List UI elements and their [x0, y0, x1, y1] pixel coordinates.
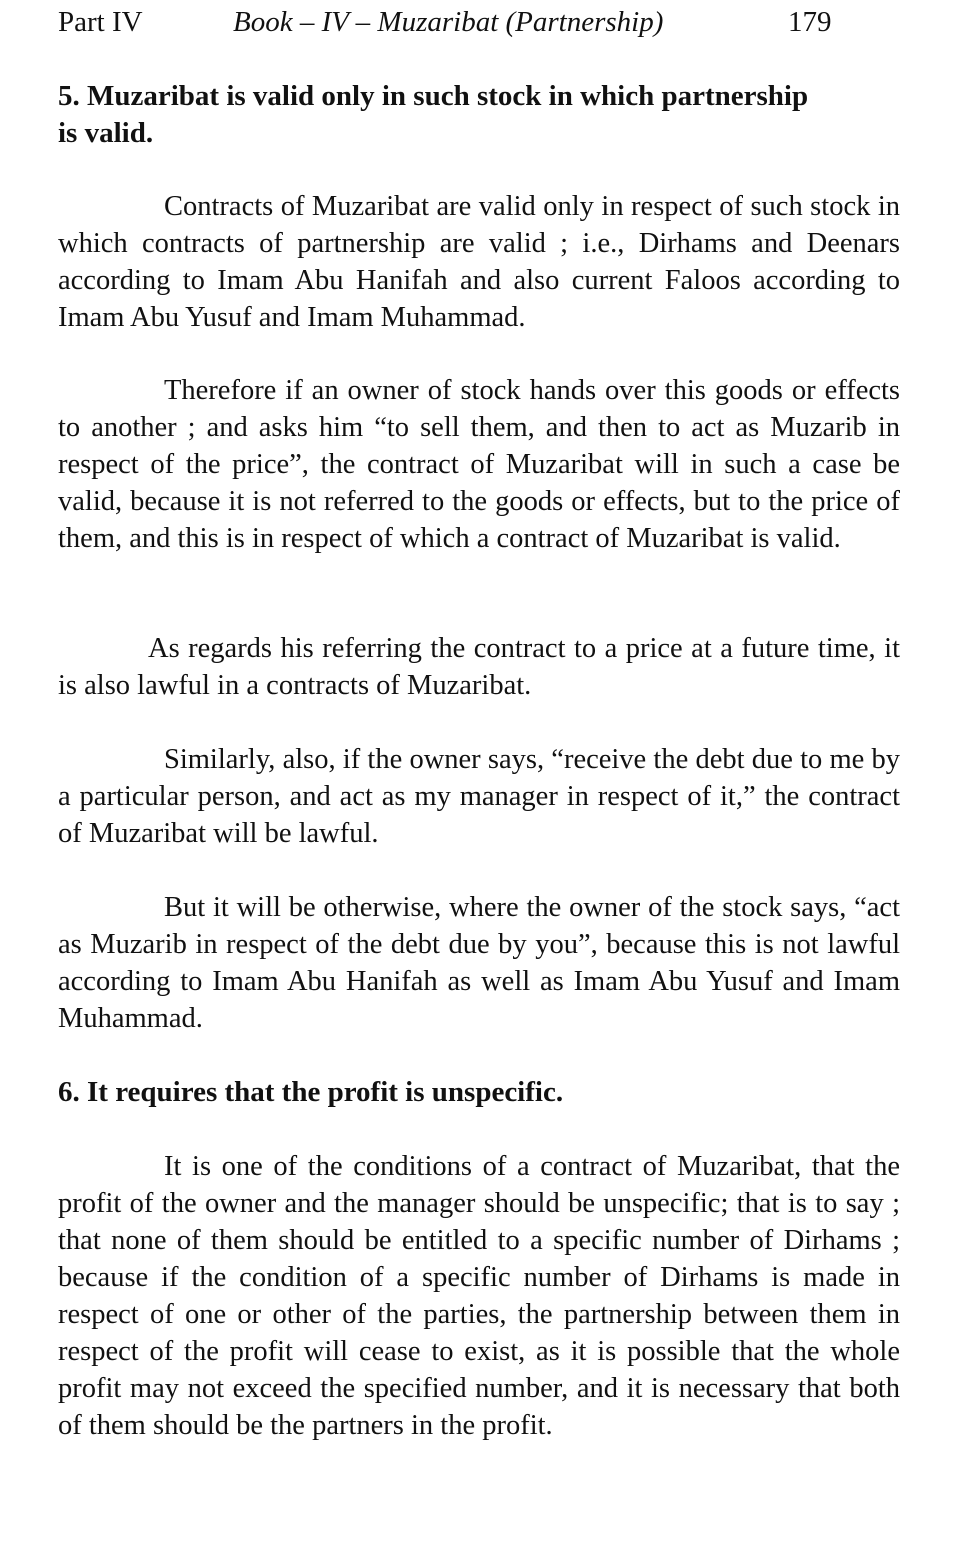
section-5-paragraph-2: Therefore if an owner of stock hands over this goods or effects to another ; and asks him “to sell them, and then to act as Muzarib in respect of the price”, the contract of Muzaribat will in such a case be valid, because it is not referred to the goods or effects, but to the price of them, and this is in respect of which a contract of Muzaribat is valid. [58, 375, 900, 554]
running-header [58, 4, 858, 40]
book-title: Book – IV – Muzaribat (Partnership) [233, 6, 664, 38]
section-5-paragraph-4: Similarly, also, if the owner says, “receive the debt due to me by a particular person, and act as my manager in respect of it,” the contract of Muzaribat will be lawful. [58, 744, 900, 849]
page-number: 179 [788, 6, 832, 38]
part-label: Part IV [58, 6, 143, 38]
section-5-paragraph-3: As regards his referring the contract to a price at a future time, it is also lawful in a contracts of Muzaribat. [58, 633, 900, 701]
section-5-paragraph-1: Contracts of Muzaribat are valid only in respect of such stock in which contracts of partnership are valid ; i.e., Dirhams and Deenars according to Imam Abu Hanifah and also current Faloos according to Imam Abu Yusuf and Imam Muhammad. [58, 191, 900, 333]
section-6-heading: 6. It requires that the profit is unspecific. [58, 1076, 564, 1108]
section-5-heading: 5. Muzaribat is valid only in such stock in which partnership is valid. [58, 80, 809, 149]
section-6-paragraph-1: It is one of the conditions of a contract of Muzaribat, that the profit of the owner and the manager should be unspecific; that is to say ; that none of them should be entitled to a specific number of Dirhams ; because if the condition of a specific number of Dirhams is made in respect of one or other of the parties, the partnership between them in respect of the profit will cease to exist, as it is possible that the whole profit may not exceed the specified number, and it is necessary that both of them should be the partners in the profit. [58, 1151, 900, 1441]
section-5-paragraph-5: But it will be otherwise, where the owner of the stock says, “act as Muzarib in respect of the debt due by you”, because this is not lawful according to Imam Abu Hanifah as well as Imam Abu Yusuf and Imam Muhammad. [58, 892, 900, 1034]
